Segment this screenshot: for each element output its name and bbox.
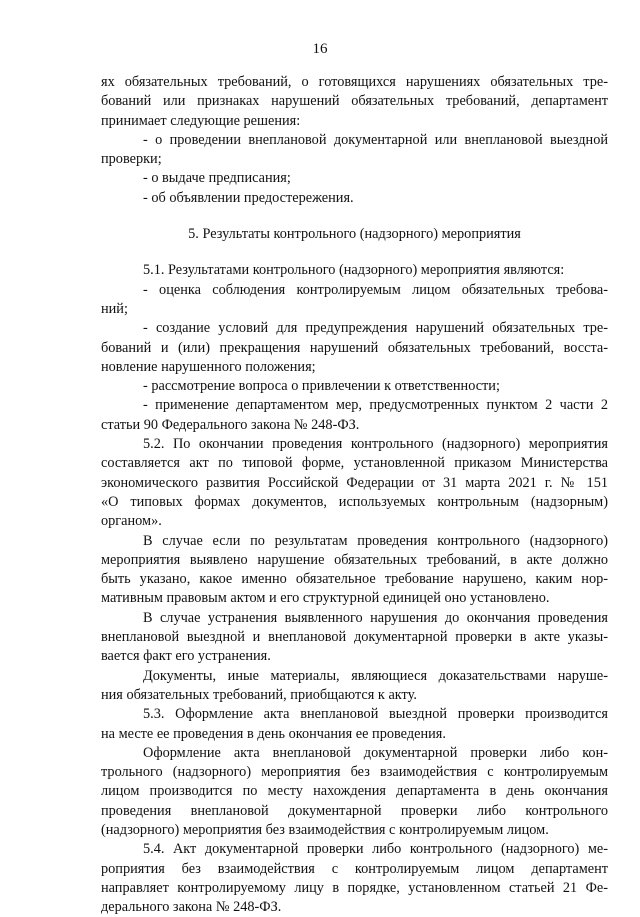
section-spacer: [101, 208, 608, 225]
text-line: - о проведении внеплановой документарной или внеплановой выездной: [143, 131, 608, 148]
text-line: новление нарушенного положения;: [101, 358, 316, 375]
text-line: бований и (или) прекращения нарушений обязательных требований, восста-: [101, 339, 608, 356]
text-line: роприятия без взаимодействия с контролируемым лицом департамент: [101, 860, 608, 877]
text-line: - об объявлении предостережения.: [143, 189, 354, 206]
text-line: - о выдаче предписания;: [143, 170, 291, 187]
text-line: внеплановой выездной и внеплановой документарной проверки в акте указы-: [101, 629, 608, 646]
text-line: составляется акт по типовой форме, установленной приказом Министерства: [101, 455, 608, 472]
text-line: органом».: [101, 513, 162, 530]
text-line: 5.2. По окончании проведения контрольного (надзорного) мероприятия: [143, 436, 608, 453]
text-line: экономического развития Российской Федерации от 31 марта 2021 г. № 151: [101, 474, 608, 491]
text-line: проверки;: [101, 151, 162, 168]
text-line: быть указано, какое именно обязательное требование нарушено, каким нор-: [101, 571, 608, 588]
text-line: ния обязательных требований, приобщаются к акту.: [101, 686, 417, 703]
text-line: - оценка соблюдения контролируемым лицом обязательных требова-: [143, 281, 608, 298]
text-line: проведения внеплановой документарной проверки либо контрольного: [101, 802, 608, 819]
text-line: - рассмотрение вопроса о привлечении к ответственности;: [143, 378, 500, 395]
text-line: Документы, иные материалы, являющиеся доказательствами наруше-: [143, 667, 608, 684]
text-line: (надзорного) мероприятия без взаимодействия с контролируемым лицом.: [101, 821, 549, 838]
text-line: «О типовых формах документов, используемых контрольным (надзорным): [101, 493, 608, 510]
text-line: Оформление акта внеплановой документарной проверки либо кон-: [143, 744, 608, 761]
text-line: бований или признаках нарушений обязательных требований, департамент: [101, 93, 608, 110]
text-line: статьи 90 Федерального закона № 248-ФЗ.: [101, 416, 360, 433]
section-spacer: [101, 244, 608, 261]
document-body: [101, 73, 608, 917]
text-line: на месте ее проведения в день окончания ее проведения.: [101, 725, 446, 742]
text-line: мероприятия выявлено нарушение обязательных требований, в акте должно: [101, 551, 608, 568]
text-line: ний;: [101, 300, 128, 317]
text-line: 5.3. Оформление акта внеплановой выездной проверки производится: [143, 706, 608, 723]
text-line: ях обязательных требований, о готовящихся нарушениях обязательных тре-: [101, 74, 608, 90]
text-line: - применение департаментом мер, предусмотренных пунктом 2 части 2: [143, 397, 608, 414]
text-line: В случае устранения выявленного нарушения до окончания проведения: [143, 609, 608, 626]
text-line: 5.1. Результатами контрольного (надзорного) мероприятия являются:: [143, 262, 565, 279]
text-line: В случае если по результатам проведения контрольного (надзорного): [143, 532, 608, 549]
text-line: лицом производится по месту нахождения департамента в день окончания: [101, 783, 608, 800]
text-line: - создание условий для предупреждения нарушений обязательных тре-: [143, 320, 608, 337]
text-line: дерального закона № 248-ФЗ.: [101, 899, 282, 916]
text-line: 5.4. Акт документарной проверки либо контрольного (надзорного) ме-: [143, 841, 608, 858]
text-line: направляет контролируемому лицу в порядке, установленном статьей 21 Фе-: [101, 879, 608, 896]
text-line: вается факт его устранения.: [101, 648, 271, 665]
text-line: мативным правовым актом и его структурной единицей оно установлено.: [101, 590, 550, 607]
text-line: трольного (надзорного) мероприятия без взаимодействия с контролируемым: [101, 764, 608, 781]
page-number: 16: [312, 41, 328, 57]
section-heading: 5. Результаты контрольного (надзорного) мероприятия: [188, 226, 521, 243]
text-line: принимает следующие решения:: [101, 112, 301, 129]
